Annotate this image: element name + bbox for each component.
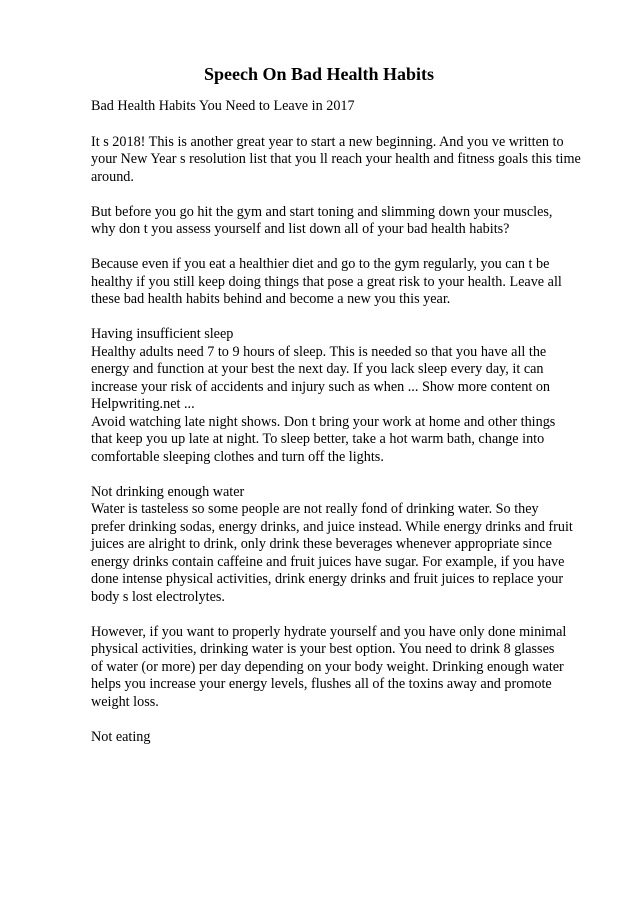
text-line: It s 2018! This is another great year to start a new beginning. And you ve written to xyxy=(91,133,564,150)
water-paragraph-2 xyxy=(91,624,598,712)
document-subtitle: Bad Health Habits You Need to Leave in 2017 xyxy=(91,98,355,114)
text-line: body s lost electrolytes. xyxy=(91,588,225,605)
text-line: your New Year s resolution list that you ll reach your health and fitness goals this time xyxy=(91,151,581,167)
text-line: Because even if you eat a healthier diet and go to the gym regularly, you can t be xyxy=(91,256,550,272)
intro-paragraph-1 xyxy=(91,134,598,187)
text-line: weight loss. xyxy=(91,693,159,710)
text-line: Helpwriting.net ... xyxy=(91,396,195,412)
section-heading-water: Not drinking enough water xyxy=(91,483,245,500)
text-line: comfortable sleeping clothes and turn off the lights. xyxy=(91,448,384,465)
section-eating xyxy=(91,729,598,747)
text-line: these bad health habits behind and become a new you this year. xyxy=(91,291,451,307)
text-line: why don t you assess yourself and list down all of your bad health habits? xyxy=(91,221,510,237)
page-title: Speech On Bad Health Habits xyxy=(203,64,435,84)
text-line: juices are alright to drink, only drink these beverages whenever appropriate since xyxy=(91,536,552,552)
text-line: energy and function at your best the next day. If you lack sleep every day, it can xyxy=(91,361,544,377)
text-line: Water is tasteless so some people are not really fond of drinking water. So they xyxy=(91,501,539,517)
text-line: prefer drinking sodas, energy drinks, and juice instead. While energy drinks and fruit xyxy=(91,518,573,535)
section-water xyxy=(91,484,598,607)
text-line: However, if you want to properly hydrate yourself and you have only done minimal xyxy=(91,623,567,640)
text-line: increase your risk of accidents and injury such as when ... Show more content on xyxy=(91,378,551,395)
text-line: that keep you up late at night. To sleep better, take a hot warm bath, change into xyxy=(91,431,545,447)
text-line: physical activities, drinking water is your best option. You need to drink 8 glasses xyxy=(91,641,555,657)
section-heading-sleep: Having insufficient sleep xyxy=(91,326,234,342)
text-line: helps you increase your energy levels, flushes all of the toxins away and promote xyxy=(91,676,552,692)
text-line: healthy if you still keep doing things that pose a great risk to your health. Leave all xyxy=(91,273,562,290)
section-heading-eating: Not eating xyxy=(91,728,151,745)
text-line: around. xyxy=(91,168,134,185)
intro-paragraph-2 xyxy=(91,204,598,239)
text-line: Healthy adults need 7 to 9 hours of sleep. This is needed so that you have all the xyxy=(91,343,547,360)
section-sleep xyxy=(91,326,598,466)
text-line: done intense physical activities, drink energy drinks and fruit juices to replace your xyxy=(91,571,564,587)
text-line: energy drinks contain caffeine and fruit juices have sugar. For example, if you have xyxy=(91,553,565,570)
intro-paragraph-3 xyxy=(91,256,598,309)
text-line: But before you go hit the gym and start toning and slimming down your muscles, xyxy=(91,203,553,220)
text-line: of water (or more) per day depending on your body weight. Drinking enough water xyxy=(91,658,564,675)
text-line: Avoid watching late night shows. Don t bring your work at home and other things xyxy=(91,413,556,430)
